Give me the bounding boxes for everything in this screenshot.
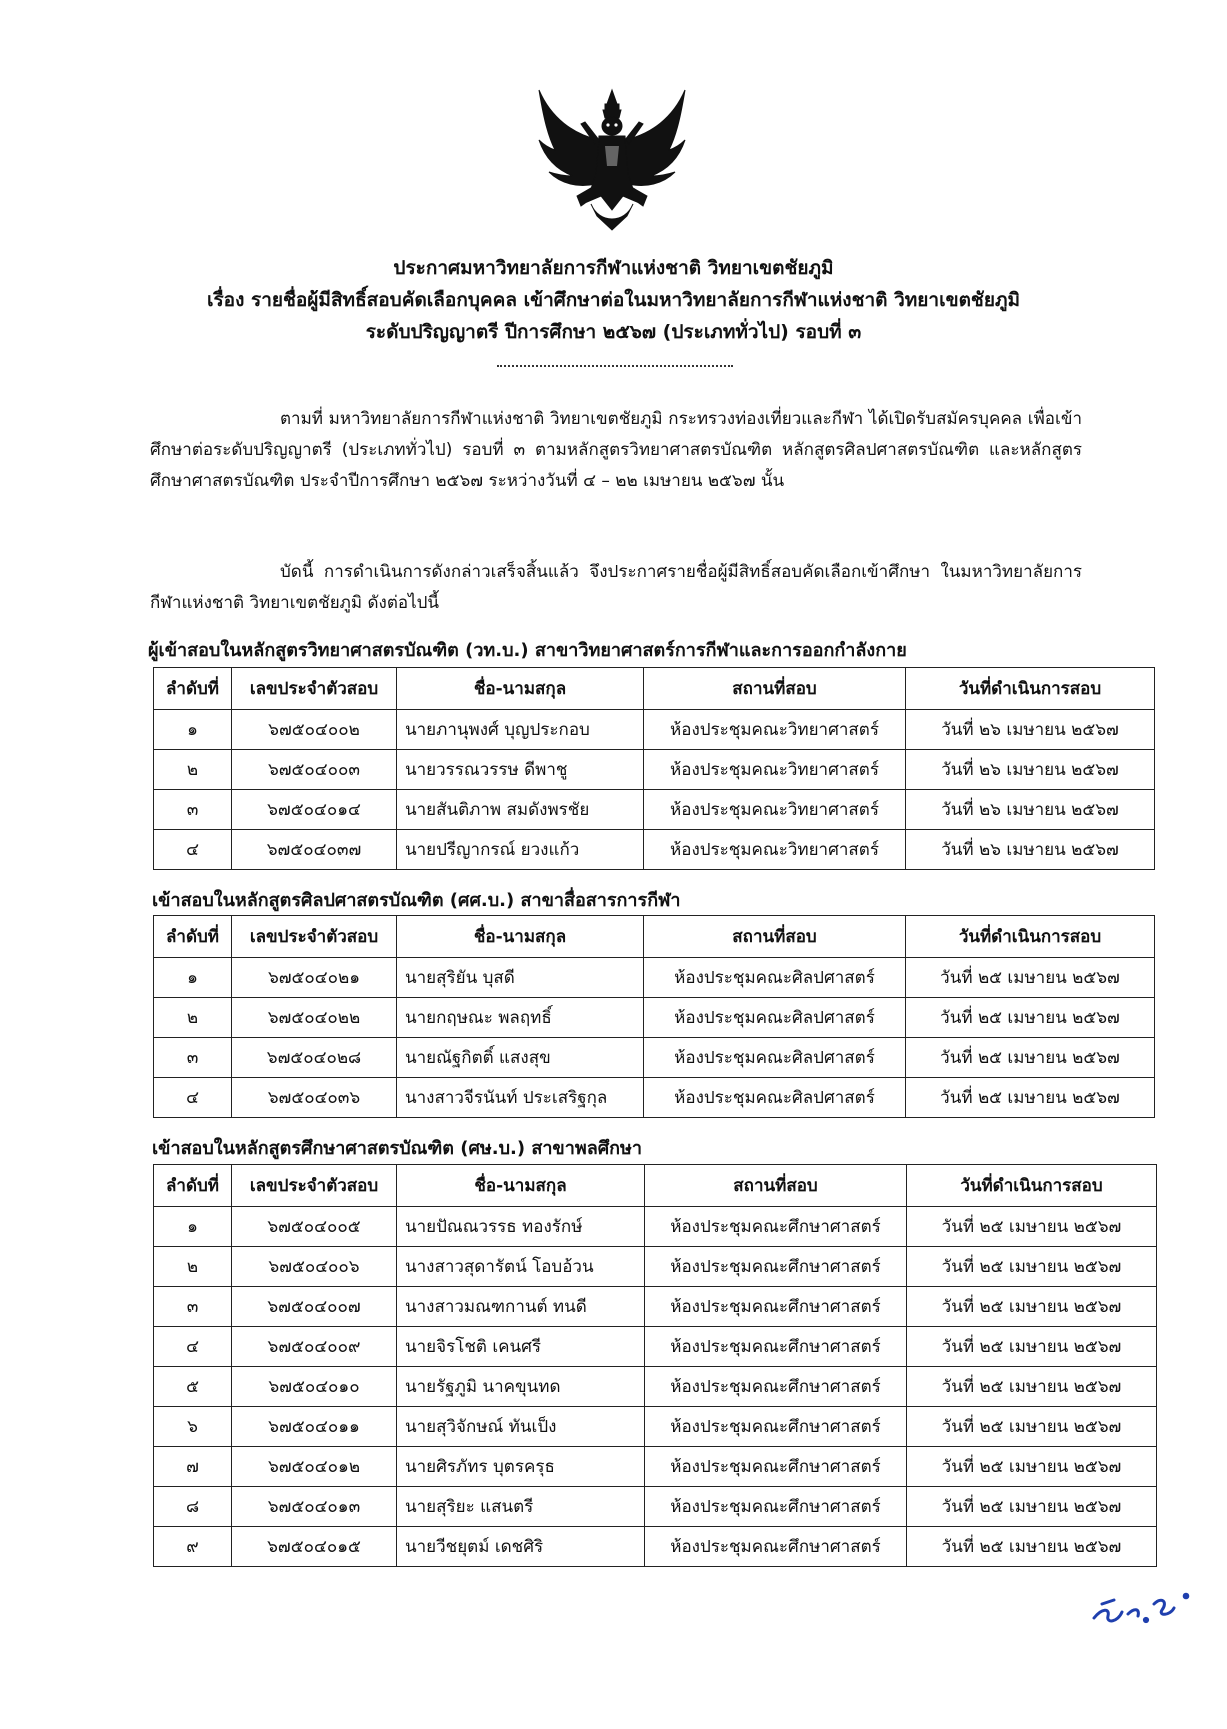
cell-name: นายกฤษณะ พลฤทธิ์ [397, 998, 644, 1038]
cell-no: ๓ [154, 1038, 232, 1078]
cell-name: นายสุริยัน บุสดี [397, 958, 644, 998]
table-row [154, 1038, 1155, 1078]
cell-place: ห้องประชุมคณะศึกษาศาสตร์ [645, 1447, 907, 1487]
cell-date: วันที่ ๒๖ เมษายน ๒๕๖๗ [906, 710, 1155, 750]
cell-name: นายปัณณวรรธ ทองรักษ์ [397, 1207, 645, 1247]
cell-date: วันที่ ๒๕ เมษายน ๒๕๖๗ [907, 1487, 1157, 1527]
cell-exam-id: ๖๗๕๐๔๐๐๖ [232, 1247, 397, 1287]
cell-place: ห้องประชุมคณะศึกษาศาสตร์ [645, 1247, 907, 1287]
cell-date: วันที่ ๒๕ เมษายน ๒๕๖๗ [906, 1078, 1155, 1118]
cell-exam-id: ๖๗๕๐๔๐๒๘ [232, 1038, 397, 1078]
header-name: ชื่อ-นามสกุล [397, 1165, 645, 1207]
header-date: วันที่ดำเนินการสอบ [907, 1165, 1157, 1207]
cell-date: วันที่ ๒๖ เมษายน ๒๕๖๗ [906, 830, 1155, 870]
cell-place: ห้องประชุมคณะศึกษาศาสตร์ [645, 1287, 907, 1327]
cell-date: วันที่ ๒๕ เมษายน ๒๕๖๗ [907, 1407, 1157, 1447]
cell-name: นายณัฐกิตติ์ แสงสุข [397, 1038, 644, 1078]
cell-name: นายศิรภัทร บุตรครุธ [397, 1447, 645, 1487]
table-row [154, 1207, 1157, 1247]
cell-name: นางสาวจีรนันท์ ประเสริฐกุล [397, 1078, 644, 1118]
cell-name: นายปรีญากรณ์ ยวงแก้ว [397, 830, 644, 870]
cell-no: ๕ [154, 1367, 232, 1407]
header-date: วันที่ดำเนินการสอบ [906, 668, 1155, 710]
cell-date: วันที่ ๒๕ เมษายน ๒๕๖๗ [906, 958, 1155, 998]
cell-date: วันที่ ๒๕ เมษายน ๒๕๖๗ [907, 1247, 1157, 1287]
table-row [154, 1527, 1157, 1567]
cell-exam-id: ๖๗๕๐๔๐๑๕ [232, 1527, 397, 1567]
header-place: สถานที่สอบ [644, 916, 906, 958]
cell-name: นายวรรณวรรษ ดีพาชู [397, 750, 644, 790]
cell-exam-id: ๖๗๕๐๔๐๐๓ [232, 750, 397, 790]
cell-no: ๓ [154, 1287, 232, 1327]
section-heading-education: เข้าสอบในหลักสูตรศึกษาศาสตรบัณฑิต (ศษ.บ.) สาขาพลศึกษา [152, 1138, 643, 1159]
header-exam-id: เลขประจำตัวสอบ [232, 916, 397, 958]
announcement-level: ระดับปริญญาตรี ปีการศึกษา ๒๕๖๗ (ประเภททั่วไป) รอบที่ ๓ [365, 321, 862, 343]
cell-exam-id: ๖๗๕๐๔๐๓๖ [232, 1078, 397, 1118]
paragraph-announce [150, 557, 1082, 619]
cell-place: ห้องประชุมคณะวิทยาศาสตร์ [644, 750, 906, 790]
table-row [154, 1367, 1157, 1407]
paragraph-intro [150, 404, 1082, 497]
table-row [154, 1247, 1157, 1287]
cell-place: ห้องประชุมคณะศึกษาศาสตร์ [645, 1407, 907, 1447]
cell-no: ๑ [154, 710, 232, 750]
cell-date: วันที่ ๒๖ เมษายน ๒๕๖๗ [906, 790, 1155, 830]
cell-no: ๒ [154, 998, 232, 1038]
dotted-divider [497, 365, 733, 367]
cell-name: นายจิรโชติ เคนศรี [397, 1327, 645, 1367]
cell-place: ห้องประชุมคณะวิทยาศาสตร์ [644, 830, 906, 870]
cell-no: ๗ [154, 1447, 232, 1487]
cell-exam-id: ๖๗๕๐๔๐๑๐ [232, 1367, 397, 1407]
cell-exam-id: ๖๗๕๐๔๐๐๗ [232, 1287, 397, 1327]
cell-date: วันที่ ๒๕ เมษายน ๒๕๖๗ [907, 1207, 1157, 1247]
header-exam-id: เลขประจำตัวสอบ [232, 1165, 397, 1207]
cell-exam-id: ๖๗๕๐๔๐๑๒ [232, 1447, 397, 1487]
cell-no: ๑ [154, 1207, 232, 1247]
table-row [154, 998, 1155, 1038]
header-no: ลำดับที่ [154, 668, 232, 710]
cell-no: ๙ [154, 1527, 232, 1567]
cell-exam-id: ๖๗๕๐๔๐๐๒ [232, 710, 397, 750]
cell-place: ห้องประชุมคณะศึกษาศาสตร์ [645, 1487, 907, 1527]
table-row [154, 710, 1155, 750]
table-row [154, 958, 1155, 998]
header-place: สถานที่สอบ [645, 1165, 907, 1207]
header-exam-id: เลขประจำตัวสอบ [232, 668, 397, 710]
table-row [154, 790, 1155, 830]
cell-name: นายภานุพงศ์ บุญประกอบ [397, 710, 644, 750]
cell-place: ห้องประชุมคณะวิทยาศาสตร์ [644, 790, 906, 830]
announcement-title: ประกาศมหาวิทยาลัยการกีฬาแห่งชาติ วิทยาเขตชัยภูมิ [393, 257, 834, 279]
cell-exam-id: ๖๗๕๐๔๐๐๙ [232, 1327, 397, 1367]
cell-no: ๔ [154, 1078, 232, 1118]
cell-name: นายสุวิจักษณ์ ทันเป็ง [397, 1407, 645, 1447]
cell-date: วันที่ ๒๕ เมษายน ๒๕๖๗ [907, 1367, 1157, 1407]
table-row [154, 1447, 1157, 1487]
header-place: สถานที่สอบ [644, 668, 906, 710]
cell-exam-id: ๖๗๕๐๔๐๑๑ [232, 1407, 397, 1447]
header-no: ลำดับที่ [154, 1165, 232, 1207]
cell-no: ๘ [154, 1487, 232, 1527]
garuda-emblem-icon [533, 84, 691, 234]
cell-no: ๒ [154, 1247, 232, 1287]
table-row [154, 1327, 1157, 1367]
header-name: ชื่อ-นามสกุล [397, 916, 644, 958]
cell-date: วันที่ ๒๕ เมษายน ๒๕๖๗ [906, 1038, 1155, 1078]
cell-exam-id: ๖๗๕๐๔๐๑๔ [232, 790, 397, 830]
handwritten-initials-signature [1088, 1578, 1198, 1634]
cell-date: วันที่ ๒๖ เมษายน ๒๕๖๗ [906, 750, 1155, 790]
cell-name: นายวีชยุตม์ เดชศิริ [397, 1527, 645, 1567]
table-row [154, 1078, 1155, 1118]
cell-name: นายสุริยะ แสนตรี [397, 1487, 645, 1527]
cell-date: วันที่ ๒๕ เมษายน ๒๕๖๗ [907, 1447, 1157, 1487]
cell-no: ๖ [154, 1407, 232, 1447]
cell-no: ๔ [154, 830, 232, 870]
table-header-row [154, 668, 1155, 710]
table-row [154, 1407, 1157, 1447]
cell-place: ห้องประชุมคณะศิลปศาสตร์ [644, 1078, 906, 1118]
cell-name: นางสาวสุดารัตน์ โอบอ้วน [397, 1247, 645, 1287]
announcement-subject: เรื่อง รายชื่อผู้มีสิทธิ์สอบคัดเลือกบุคคล เข้าศึกษาต่อในมหาวิทยาลัยการกีฬาแห่งชาติ วิทยาเขตชัยภูมิ [206, 289, 1020, 311]
table-row [154, 830, 1155, 870]
cell-place: ห้องประชุมคณะศึกษาศาสตร์ [645, 1327, 907, 1367]
section-heading-arts: เข้าสอบในหลักสูตรศิลปศาสตรบัณฑิต (ศศ.บ.) สาขาสื่อสารการกีฬา [152, 890, 681, 911]
cell-date: วันที่ ๒๕ เมษายน ๒๕๖๗ [906, 998, 1155, 1038]
cell-exam-id: ๖๗๕๐๔๐๒๑ [232, 958, 397, 998]
cell-name: นายสันติภาพ สมดังพรชัย [397, 790, 644, 830]
paragraph-intro-text: ตามที่ มหาวิทยาลัยการกีฬาแห่งชาติ วิทยาเขตชัยภูมิ กระทรวงท่องเที่ยวและกีฬา ได้เปิดรับสมัครบุคคล เพื่อเข้าศึกษาต่อระดับปริญญาตรี (ประเภททั่วไป) รอบที่ ๓ ตามหลักสูตรวิทยาศาสตรบัณฑิต หลักสูตรศิลปศาสตรบัณฑิต และหลักสูตรศึกษาศาสตรบัณฑิต ประจำปีการศึกษา ๒๕๖๗ ระหว่างวันที่ ๔ – ๒๒ เมษายน ๒๕๖๗ นั้น [150, 409, 1082, 491]
table-science [153, 667, 1155, 870]
header-date: วันที่ดำเนินการสอบ [906, 916, 1155, 958]
cell-place: ห้องประชุมคณะศิลปศาสตร์ [644, 998, 906, 1038]
paragraph-announce-text: บัดนี้ การดำเนินการดังกล่าวเสร็จสิ้นแล้ว จึงประกาศรายชื่อผู้มีสิทธิ์สอบคัดเลือกเข้าศึกษา ในมหาวิทยาลัยการกีฬาแห่งชาติ วิทยาเขตชัยภูมิ ดังต่อไปนี้ [150, 562, 1082, 613]
cell-name: นายรัฐภูมิ นาคขุนทด [397, 1367, 645, 1407]
cell-no: ๑ [154, 958, 232, 998]
cell-place: ห้องประชุมคณะศึกษาศาสตร์ [645, 1527, 907, 1567]
cell-place: ห้องประชุมคณะศึกษาศาสตร์ [645, 1367, 907, 1407]
cell-place: ห้องประชุมคณะวิทยาศาสตร์ [644, 710, 906, 750]
table-arts [153, 915, 1155, 1118]
cell-no: ๒ [154, 750, 232, 790]
section-heading-science: ผู้เข้าสอบในหลักสูตรวิทยาศาสตรบัณฑิต (วท.บ.) สาขาวิทยาศาสตร์การกีฬาและการออกกำลังกาย [148, 640, 907, 661]
cell-exam-id: ๖๗๕๐๔๐๒๒ [232, 998, 397, 1038]
cell-exam-id: ๖๗๕๐๔๐๐๕ [232, 1207, 397, 1247]
table-header-row [154, 916, 1155, 958]
cell-no: ๓ [154, 790, 232, 830]
table-education [153, 1164, 1157, 1567]
table-row [154, 1487, 1157, 1527]
cell-date: วันที่ ๒๕ เมษายน ๒๕๖๗ [907, 1327, 1157, 1367]
cell-date: วันที่ ๒๕ เมษายน ๒๕๖๗ [907, 1527, 1157, 1567]
table-row [154, 1287, 1157, 1327]
cell-place: ห้องประชุมคณะศึกษาศาสตร์ [645, 1207, 907, 1247]
table-row [154, 750, 1155, 790]
cell-exam-id: ๖๗๕๐๔๐๑๓ [232, 1487, 397, 1527]
cell-exam-id: ๖๗๕๐๔๐๓๗ [232, 830, 397, 870]
cell-no: ๔ [154, 1327, 232, 1367]
header-name: ชื่อ-นามสกุล [397, 668, 644, 710]
cell-name: นางสาวมณฑกานต์ ทนดี [397, 1287, 645, 1327]
cell-place: ห้องประชุมคณะศิลปศาสตร์ [644, 958, 906, 998]
cell-date: วันที่ ๒๕ เมษายน ๒๕๖๗ [907, 1287, 1157, 1327]
header-no: ลำดับที่ [154, 916, 232, 958]
cell-place: ห้องประชุมคณะศิลปศาสตร์ [644, 1038, 906, 1078]
table-header-row [154, 1165, 1157, 1207]
